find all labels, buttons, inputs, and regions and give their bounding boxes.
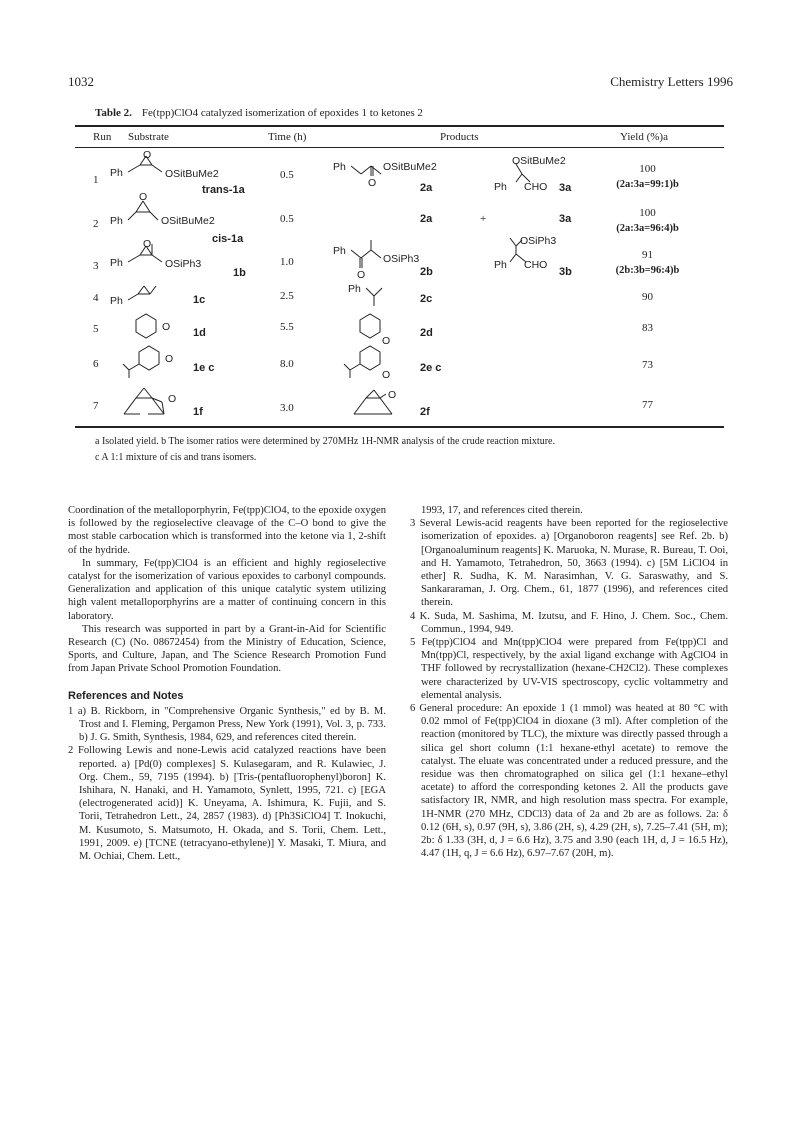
yield-value: 73 — [642, 359, 653, 371]
o-text: O — [368, 177, 377, 189]
product2-label-3: 3b — [559, 266, 572, 278]
isomer-ratio: (2a:3a=99:1)b — [616, 179, 679, 190]
substrate-structure-4 — [108, 282, 178, 312]
table-footnote-2: c A 1:1 mixture of cis and trans isomers. — [95, 452, 257, 463]
ph-text: Ph — [110, 257, 123, 269]
substrate-label-1: trans-1a — [202, 184, 245, 196]
o-text: O — [165, 353, 174, 365]
osiph-text: OSiPh3 — [520, 235, 557, 247]
yield-value: 91 — [642, 249, 653, 261]
ph-text: Ph — [333, 161, 346, 173]
substrate-structure-2 — [108, 192, 268, 234]
o-text: O — [162, 321, 171, 333]
run-6: 6 — [93, 358, 99, 370]
yield-value: 90 — [642, 291, 653, 303]
ph-text: Ph — [110, 215, 123, 227]
yield-3 — [600, 248, 695, 278]
table-caption-label: Table 2. — [95, 107, 132, 119]
plus-sign: + — [480, 213, 487, 225]
yield-6 — [600, 358, 695, 373]
table-caption — [95, 107, 423, 119]
product-label-6: 2e c — [420, 362, 442, 374]
reference: 3 Several Lewis-acid reagents have been reported for the regioselective isomerization of epoxides. a) [Organoboron reagents] see Ref. 2b. b) [Organoaluminum reagents] K. Maruoka, N. Murase, R. Bureau, T. Ooi, and H. Yamamoto, Tetrahedron, 50, 3663 (1994). c) [5M LiClO4 in ether] R. Sudha, K. M. Narasimhan, V. G. Saraswathy, and S. Sankararaman, J. Org. Chem., 61, 1877 (1996), and references cited therein. — [410, 518, 728, 609]
ph-text: Ph — [333, 245, 346, 257]
substrate-label-3: 1b — [233, 267, 246, 279]
table-footnote-1: a Isolated yield. b The isomer ratios were determined by 270MHz 1H-NMR analysis of the crude reaction mixture. — [95, 436, 555, 447]
product-label-1: 2a — [420, 182, 433, 194]
cho-text: CHO — [524, 181, 548, 193]
yield-value: 100 — [639, 163, 656, 175]
osibu-text: OSitBuMe2 — [165, 168, 219, 180]
ph-text: Ph — [348, 283, 361, 295]
run-1: 1 — [93, 174, 99, 186]
yield-5 — [600, 321, 695, 336]
table-header-rule — [75, 147, 724, 148]
o-text: O — [139, 191, 148, 203]
substrate-structure-7 — [118, 388, 188, 424]
paragraph: In summary, Fe(tpp)ClO4 is an efficient and highly regioselective catalyst for the isomerization of various epoxides to carbonyl compounds. Generalization and application of this unique catalytic system utilizing high valent metalloporphyrins are a matter of continuing concern in this laboratory. — [68, 557, 386, 622]
isomer-ratio: (2a:3a=96:4)b — [616, 223, 679, 234]
product-label-3: 2b — [420, 266, 433, 278]
yield-4 — [600, 290, 695, 305]
osiph-text: OSiPh3 — [383, 253, 420, 265]
run-4: 4 — [93, 292, 99, 304]
yield-value: 100 — [639, 207, 656, 219]
run-5: 5 — [93, 323, 99, 335]
reference: 5 Fe(tpp)ClO4 and Mn(tpp)ClO4 were prepared from Fe(tpp)Cl and Mn(tpp)Cl, respectively, by the axial ligand exchange with AgClO4 in THF followed by recrystallization (hexane-CH2Cl2). These complexes were characterized by UV-VIS spectroscopy, cyclic voltammetry and elemental analysis. — [410, 637, 728, 701]
product-structure-1 — [333, 152, 483, 192]
reference: 1 a) B. Rickborn, in "Comprehensive Organic Synthesis," ed by B. M. Trost and I. Fleming, Pergamon Press, New York (1991), Vol. 3, p. 733. b) J. G. Smith, Synthesis, 1984, 629, and references cited therein. — [68, 705, 386, 744]
cho-text: CHO — [524, 259, 548, 271]
o-text: O — [168, 393, 177, 405]
left-column — [68, 504, 386, 863]
col-header-time: Time (h) — [268, 131, 307, 143]
col-header-substrate: Substrate — [128, 131, 169, 143]
product-label-7: 2f — [420, 406, 430, 418]
product-structure-3 — [333, 240, 473, 280]
table-caption-text: Fe(tpp)ClO4 catalyzed isomerization of epoxides 1 to ketones 2 — [141, 107, 423, 119]
product-structure-6 — [340, 344, 410, 384]
paragraph: This research was supported in part by a Grant-in-Aid for Scientific Research (C) (No. 08672454) from the Ministry of Education, Science, Sports, and Culture, Japan, and The Science Research Promotion Fund from Japan Private School Promotion Foundation. — [68, 623, 386, 675]
substrate-label-5: 1d — [193, 327, 206, 339]
col-header-products: Products — [440, 131, 479, 143]
osibu-text: OSitBuMe2 — [383, 161, 437, 173]
yield-value: 77 — [642, 399, 653, 411]
yield-2 — [600, 206, 695, 236]
product2-label-1: 3a — [559, 182, 572, 194]
ph-text: Ph — [494, 181, 507, 193]
isomer-ratio: (2b:3b=96:4)b — [615, 265, 680, 276]
o-text: O — [388, 389, 397, 401]
reference: 6 General procedure: An epoxide 1 (1 mmol) was heated at 80 °C with 0.02 mmol of Fe(tpp)ClO4 in dioxane (3 ml). After completion of the reaction (monitored by TLC), the mixture was directly passed through a silica gel short column (1:1 hexane-ethyl acetate) to remove the catalyst. The eluate was concentrated under a reduced pressure, and the residue was then chromatographed on silica gel (1:1 hexane–ethyl acetate) to afford the corresponding ketones 2. All the products gave satisfactory IR, NMR, and high resolution mass spectra. For example, 1H-NMR (270 MHz, CDCl3) data of 2a and 2b are as follows. 2a: δ 0.12 (6H, s), 0.97 (9H, s), 3.86 (2H, s), 4.29 (2H, s), 7.25–7.41 (5H, m); 2b: δ 1.33 (3H, d, J = 6.6 Hz), 3.75 and 3.90 (each 1H, d, J = 16.5 Hz), 4.47 (1H, q, J = 6.6 Hz), 6.97–7.67 (20H, m). — [410, 703, 728, 860]
time-1: 0.5 — [280, 169, 294, 181]
right-column — [410, 504, 728, 860]
product-structure-7 — [350, 388, 410, 424]
reference: 4 K. Suda, M. Sashima, M. Izutsu, and F. Hino, J. Chem. Soc., Chem. Commun., 1994, 949. — [410, 610, 728, 635]
o-text: O — [143, 149, 152, 161]
product2-structure-1 — [494, 152, 604, 197]
osibu-text: OSitBuMe2 — [512, 155, 566, 167]
osiph-text: OSiPh3 — [165, 258, 202, 270]
references-heading: References and Notes — [68, 689, 184, 702]
product-label-5: 2d — [420, 327, 433, 339]
reference-continued: 1993, 17, and references cited therein. — [421, 505, 583, 516]
substrate-label-6: 1e c — [193, 362, 215, 374]
time-4: 2.5 — [280, 290, 294, 302]
substrate-label-7: 1f — [193, 406, 203, 418]
time-2: 0.5 — [280, 213, 294, 225]
osibu-text: OSitBuMe2 — [161, 215, 215, 227]
ph-text: Ph — [110, 167, 123, 179]
product-label-2: 2a — [420, 213, 433, 225]
yield-value: 83 — [642, 322, 653, 334]
ph-text: Ph — [494, 259, 507, 271]
time-3: 1.0 — [280, 256, 294, 268]
yield-1 — [600, 162, 695, 192]
run-2: 2 — [93, 218, 99, 230]
substrate-structure-6 — [115, 344, 185, 380]
table-top-rule — [75, 125, 724, 127]
run-3: 3 — [93, 260, 99, 272]
substrate-label-2: cis-1a — [212, 233, 244, 245]
o-text: O — [143, 238, 152, 250]
run-7: 7 — [93, 400, 99, 412]
product-label-4: 2c — [420, 293, 433, 305]
reference: 2 Following Lewis and none-Lewis acid catalyzed reactions have been reported. a) [Pd(0) complexes] S. Kulasegaram, and R. Kulawiec, J. Org. Chem., 59, 7195 (1994). b) [Tris-(pentafluorophenyl)boron] K. Ishihara, N. Hanaki, and H. Yamamoto, Synlett, 1995, 721. c) [EGA (electrogenerated acid)] K. Uneyama, A. Ishimura, K. Fujii, and S. Torii, Tetrahedron Lett., 24, 2857 (1983). d) [Ph3SiClO4] T. Inokuchi, M. Kusumoto, S. Matsumoto, H. Okada, and S. Torii, Chem. Lett., 1991, 2009. e) [TCNE (tetracyano-ethylene)] Y. Masaki, T. Miura, and M. Ochiai, Chem. Lett., — [68, 745, 386, 863]
o-text: O — [382, 369, 391, 381]
time-7: 3.0 — [280, 402, 294, 414]
col-header-run: Run — [93, 131, 112, 143]
product2-structure-3 — [494, 234, 594, 279]
o-text: O — [357, 269, 366, 281]
time-5: 5.5 — [280, 321, 294, 333]
table-bottom-rule — [75, 426, 724, 428]
substrate-structure-5 — [130, 314, 180, 346]
product-structure-4 — [348, 280, 408, 312]
col-header-yield: Yield (%)a — [620, 131, 668, 143]
page-number: 1032 — [68, 74, 94, 89]
product2-label-2: 3a — [559, 213, 572, 225]
ph-text: Ph — [110, 295, 123, 307]
yield-7 — [600, 398, 695, 413]
paragraph: Coordination of the metalloporphyrin, Fe(tpp)ClO4, to the epoxide oxygen is followed by the regioselective cleavage of the C–O bond to give the most stable carbocation which is transformed into the ketone via 1, 2-shift of the hydride. — [68, 505, 386, 556]
o-text: O — [382, 335, 391, 347]
product-structure-5 — [356, 312, 406, 348]
time-6: 8.0 — [280, 358, 294, 370]
substrate-label-4: 1c — [193, 294, 206, 306]
journal-header: Chemistry Letters 1996 — [610, 74, 733, 89]
